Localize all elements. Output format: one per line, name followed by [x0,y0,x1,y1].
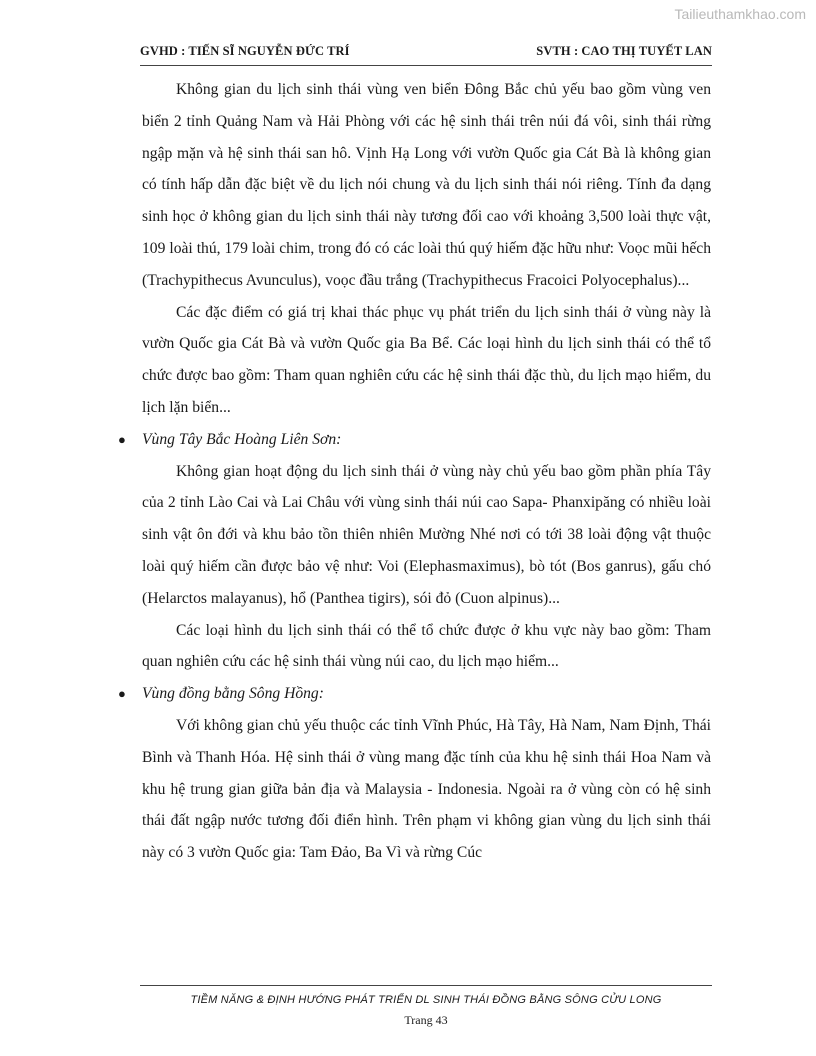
document-body [118,74,711,869]
bullet-item [118,678,711,710]
paragraph: Các loại hình du lịch sinh thái có thể tổ chức được ở khu vực này bao gồm: Tham quan nghiên cứu các hệ sinh thái vùng núi cao, du lịch mạo hiểm... [142,621,711,671]
page-header [140,44,712,59]
header-divider [140,65,712,66]
bullet-item [118,424,711,456]
watermark: Tailieuthamkhao.com [674,6,806,22]
bullet-label: Vùng đồng bằng Sông Hồng: [142,685,324,703]
paragraph: Không gian hoạt động du lịch sinh thái ở vùng này chủ yếu bao gồm phần phía Tây của 2 tỉnh Lào Cai và Lai Châu với vùng sinh thái núi cao Sapa- Phanxipăng có nhiều loài sinh vật ôn đới và khu bảo tồn thiên nhiên Mường Nhé nơi có tới 38 loài động vật thuộc loài quý hiếm cần được bảo vệ như: Voi (Elephasmaximus), bò tót (Bos ganrus), gấu chó (Helarctos malayanus), hổ (Panthea tigirs), sói đỏ (Cuon alpinus)... [142,462,711,607]
bullet-icon: ● [118,686,126,702]
paragraph: Không gian du lịch sinh thái vùng ven biển Đông Bắc chủ yếu bao gồm vùng ven biển 2 tỉnh Quảng Nam và Hải Phòng với các hệ sinh thái trên núi đá vôi, sinh thái rừng ngập mặn và hệ sinh thái san hô. Vịnh Hạ Long với vườn Quốc gia Cát Bà là không gian có tính hấp dẫn đặc biệt về du lịch nói chung và du lịch sinh thái nói riêng. Tính đa dạng sinh học ở không gian du lịch sinh thái này tương đối cao với khoảng 3,500 loài thực vật, 109 loài thú, 179 loài chim, trong đó có các loài thú quý hiếm đặc hữu như: Voọc mũi hếch (Trachypithecus Avunculus), voọc đầu trắng (Trachypithecus Fracoici Polyocephalus)... [142,81,711,289]
footer-title: TIỀM NĂNG & ĐỊNH HƯỚNG PHÁT TRIỂN DL SINH THÁI ĐỒNG BẰNG SÔNG CỬU LONG [190,994,662,1006]
footer-divider [140,985,712,986]
header-student: SVTH : CAO THỊ TUYẾT LAN [536,44,712,58]
paragraph: Với không gian chủ yếu thuộc các tỉnh Vĩnh Phúc, Hà Tây, Hà Nam, Nam Định, Thái Bình và Thanh Hóa. Hệ sinh thái ở vùng mang đặc tính của khu hệ sinh thái Hoa Nam và khu hệ trung gian giữa bản địa và Malaysia - Indonesia. Ngoài ra ở vùng còn có hệ sinh thái đất ngập nước tương đối điển hình. Trên phạm vi không gian vùng du lịch sinh thái này có 3 vườn Quốc gia: Tam Đảo, Ba Vì và rừng Cúc [142,716,711,862]
header-advisor: GVHD : TIẾN SĨ NGUYỄN ĐỨC TRÍ [140,44,350,58]
page-number: Trang 43 [404,1013,448,1027]
bullet-icon: ● [118,431,126,447]
bullet-label: Vùng Tây Bắc Hoàng Liên Sơn: [142,430,342,448]
paragraph: Các đặc điểm có giá trị khai thác phục vụ phát triển du lịch sinh thái ở vùng này là vườn Quốc gia Cát Bà và vườn Quốc gia Ba Bể. Các loại hình du lịch sinh thái có thể tổ chức được bao gồm: Tham quan nghiên cứu các hệ sinh thái đặc thù, du lịch mạo hiểm, du lịch lặn biển... [142,303,711,416]
